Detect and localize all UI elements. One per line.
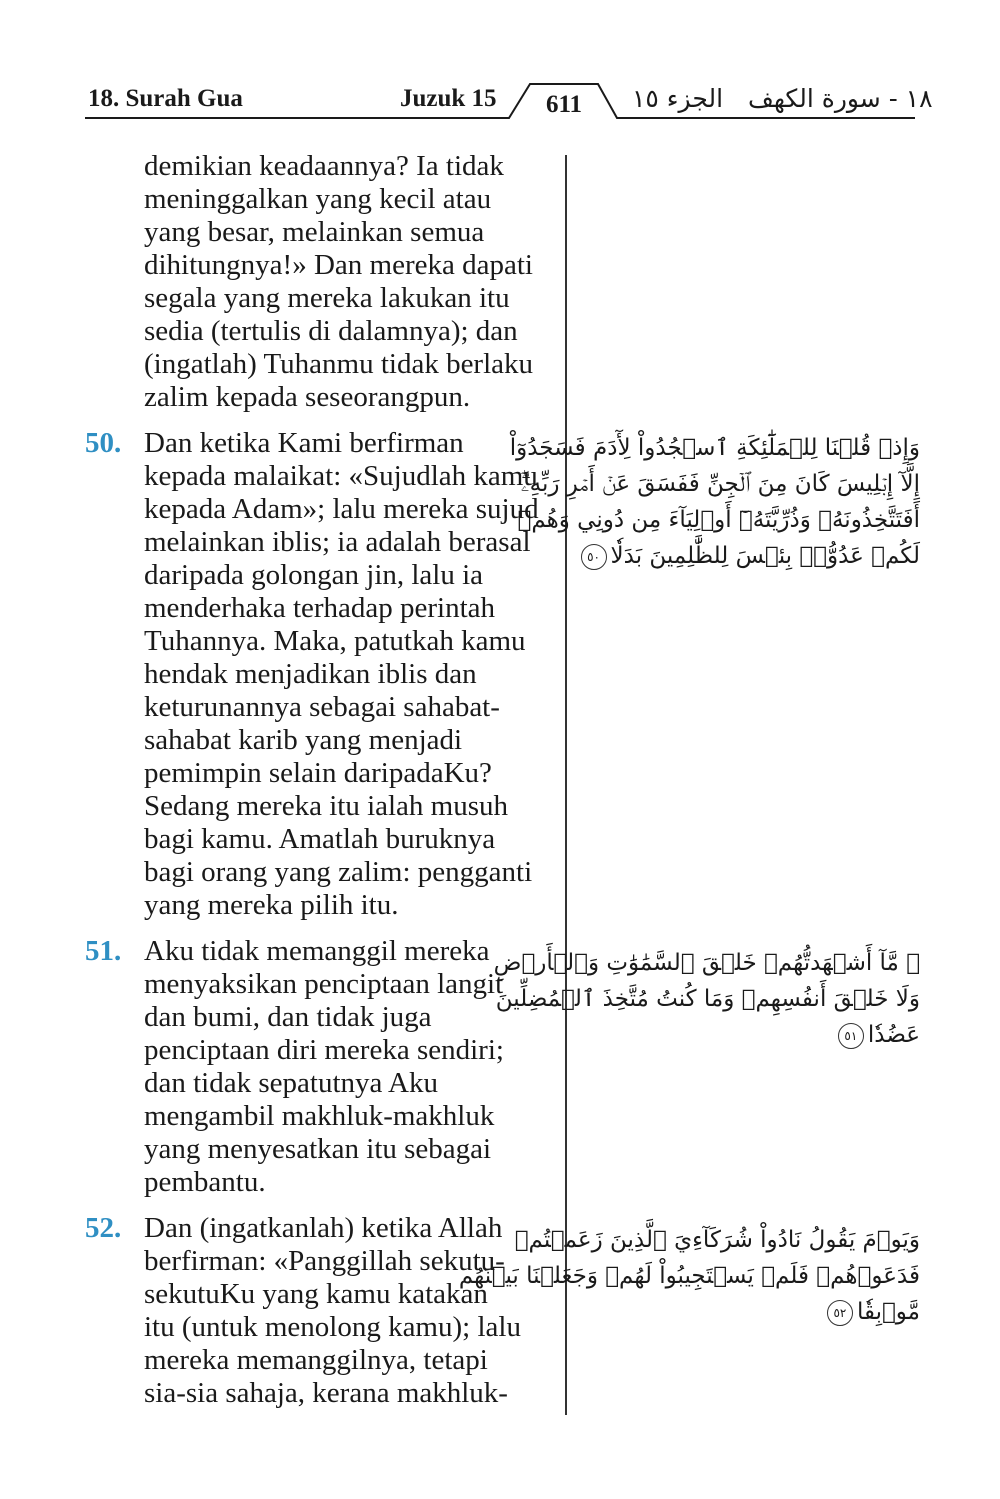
text-line: sedia (tertulis di dalamnya); dan <box>144 315 518 347</box>
text-line: Dan (ingatkanlah) ketika Allah <box>144 1212 503 1244</box>
text-line: segala yang mereka lakukan itu <box>144 282 510 314</box>
text-line: bagi orang yang zalim: pengganti <box>144 856 533 888</box>
verse-51-arabic <box>493 945 920 1053</box>
verse-number: 50. <box>85 427 122 459</box>
verse-50-translation <box>85 427 557 922</box>
arabic-line: فَدَعَوۡهُمۡ فَلَمۡ يَسۡتَجِيبُواْ لَهُمۡ وَجَعَلۡنَا بَيۡنَهُم <box>458 1263 920 1289</box>
text-line: keturunannya sebagai sahabat- <box>144 691 500 723</box>
arabic-line-final <box>587 538 920 574</box>
text-line: meninggalkan yang kecil atau <box>144 183 492 215</box>
text-line: kepada Adam»; lalu mereka sujud <box>144 493 539 525</box>
arabic-line: عَضُدٗا <box>867 1022 920 1048</box>
text-line: kepada malaikat: «Sujudlah kamu <box>144 460 538 492</box>
text-line: dihitungnya!» Dan mereka dapati <box>144 249 533 281</box>
text-line: melainkan iblis; ia adalah berasal <box>144 526 531 558</box>
text-line: mereka memanggilnya, tetapi <box>144 1344 488 1376</box>
verse-50-arabic <box>509 430 920 574</box>
verse-52-arabic <box>458 1222 920 1330</box>
text-line: berfirman: «Panggillah sekutu- <box>144 1245 505 1277</box>
verse-end-marker: ٥١ <box>838 1023 864 1049</box>
text-line: dan bumi, dan tidak juga <box>144 1001 432 1033</box>
translation-column <box>85 150 557 1410</box>
text-line: sia-sia sahaja, kerana makhluk- <box>144 1377 508 1409</box>
text-line: penciptaan diri mereka sendiri; <box>144 1034 504 1066</box>
arabic-line: وَإِذۡ قُلۡنَا لِلۡمَلَٰٓئِكَةِ ٱسۡجُدُواْ لِأٓدَمَ فَسَجَدُوٓاْ <box>509 435 920 461</box>
juz-label-arabic: الجزء ١٥ <box>632 84 724 113</box>
verse-number: 52. <box>85 1212 122 1244</box>
text-line: mengambil makhluk-makhluk <box>144 1100 495 1132</box>
arabic-line: مَّوۡبِقٗا <box>856 1299 920 1325</box>
verse-52-translation <box>85 1212 557 1410</box>
arabic-line: لَكُمۡ عَدُوُّۢۚ بِئۡسَ لِلظَّٰلِمِينَ بَدَلٗا <box>610 543 920 569</box>
arabic-line-final <box>590 1017 920 1053</box>
text-line: pembantu. <box>144 1166 266 1198</box>
text-line: (ingatlah) Tuhanmu tidak berlaku <box>144 348 534 380</box>
arabic-line: أَفَتَتَّخِذُونَهُۥ وَذُرِّيَّتَهُۥٓ أَوۡلِيَآءَ مِن دُونِي وَهُمۡ <box>517 507 920 533</box>
arabic-line: إِلَّآ إِبۡلِيسَ كَانَ مِنَ ٱلۡجِنِّ فَفَسَقَ عَنۡ أَمۡرِ رَبِّهِۦٓۗ <box>520 471 920 497</box>
page-number: 611 <box>545 91 583 118</box>
text-line: daripada golongan jin, lalu ia <box>144 559 484 591</box>
text-line: menyaksikan penciptaan langit <box>144 968 504 1000</box>
arabic-line: وَلَا خَلۡقَ أَنفُسِهِمۡ وَمَا كُنتُ مُتَّخِذَ ٱلۡمُضِلِّينَ <box>495 986 920 1012</box>
surah-title-arabic: ١٨ - سورة الكهف <box>748 84 933 113</box>
text-line: Dan ketika Kami berfirman <box>144 427 464 459</box>
text-line: pemimpin selain daripadaKu? <box>144 757 492 789</box>
text-line: yang besar, melainkan semua <box>144 216 485 248</box>
text-line: itu (untuk menolong kamu); lalu <box>144 1311 521 1343</box>
text-line: yang menyesatkan itu sebagai <box>144 1133 492 1165</box>
verse-51-translation <box>85 935 557 1199</box>
text-line: demikian keadaannya? Ia tidak <box>144 150 504 182</box>
verse-continuation <box>85 150 557 414</box>
page-header <box>0 0 1000 130</box>
verse-end-marker: ٥٠ <box>581 544 607 570</box>
juz-label-latin: Juzuk 15 <box>400 85 497 112</box>
text-line: sekutuKu yang kamu katakan <box>144 1278 488 1310</box>
text-line: dan tidak sepatutnya Aku <box>144 1067 438 1099</box>
text-line: zalim kepada seseorangpun. <box>144 381 471 413</box>
text-line: Aku tidak memanggil mereka <box>144 935 490 967</box>
text-line: sahabat karib yang menjadi <box>144 724 463 756</box>
verse-end-marker: ٥٢ <box>827 1300 853 1326</box>
text-line: hendak menjadikan iblis dan <box>144 658 477 690</box>
arabic-line: ۞ مَّآ أَشۡهَدتُّهُمۡ خَلۡقَ ٱلسَّمَٰوَٰتِ وَٱلۡأَرۡضِ <box>493 950 920 976</box>
text-line: yang mereka pilih itu. <box>144 889 399 921</box>
arabic-line-final <box>590 1294 920 1330</box>
surah-title-latin: 18. Surah Gua <box>88 85 243 112</box>
text-line: menderhaka terhadap perintah <box>144 592 496 624</box>
verse-number: 51. <box>85 935 122 967</box>
text-line: bagi kamu. Amatlah buruknya <box>144 823 496 855</box>
text-line: Tuhannya. Maka, patutkah kamu <box>144 625 526 657</box>
arabic-line: وَيَوۡمَ يَقُولُ نَادُواْ شُرَكَآءِيَ ٱلَّذِينَ زَعَمۡتُمۡ <box>514 1227 920 1253</box>
text-line: Sedang mereka itu ialah musuh <box>144 790 509 822</box>
